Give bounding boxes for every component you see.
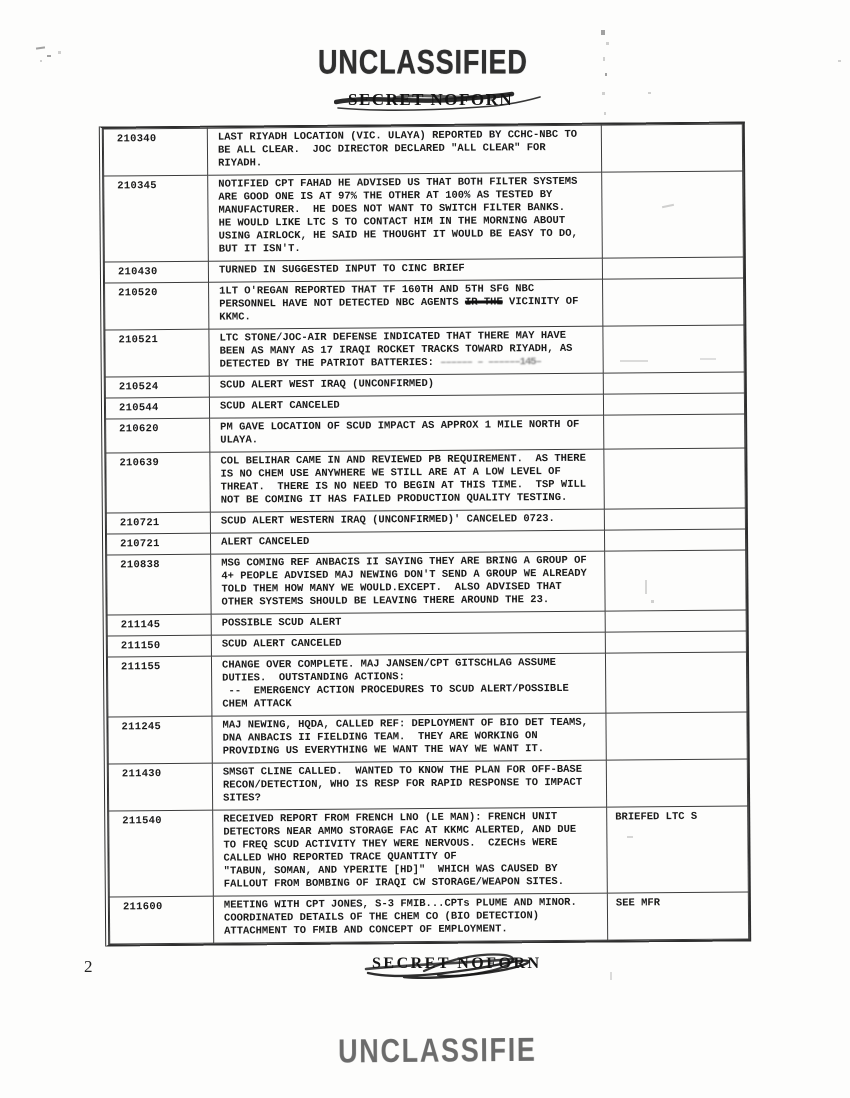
illegible-smudge-text: –––––– – ––––––145– (440, 356, 541, 369)
scan-artifact (36, 46, 45, 49)
table-row (105, 278, 744, 330)
table-row (107, 550, 746, 615)
log-entry-cell (213, 893, 607, 943)
classification-marking-bottom (372, 955, 542, 973)
log-entry-cell (211, 653, 605, 716)
scan-artifact (606, 42, 609, 45)
scan-artifact (651, 600, 654, 603)
log-note-cell: SEE MFR (607, 892, 748, 940)
scan-artifact (47, 55, 51, 57)
log-note-cell (605, 631, 746, 653)
scan-artifact (605, 73, 607, 76)
log-entry-cell (211, 551, 605, 614)
log-entry-text: PM GAVE LOCATION OF SCUD IMPACT AS APPROX 1 MILE NORTH OF ULAYA. (220, 418, 580, 447)
log-time-cell: 211155 (107, 656, 211, 717)
log-time-cell: 210721 (106, 512, 210, 534)
log-entry-cell (212, 760, 606, 810)
log-entry-text: MEETING WITH CPT JONES, S-3 FMIB...CPTs PLUME AND MINOR. COORDINATED DETAILS OF THE CHEM CO (BIO DETECTION) ATTACHMENT TO FMIB AND CONCEPT OF EMPLOYMENT. (223, 896, 577, 938)
scan-artifact (58, 51, 61, 54)
log-note-cell (601, 124, 742, 172)
log-time-cell: 210520 (105, 282, 209, 330)
log-entry-text: LTC STONE/JOC-AIR DEFENSE INDICATED THAT THERE MAY HAVE BEEN AS MANY AS 17 IRAQI ROCKET TRACKS TOWARD RIYADH, AS DETECTED BY THE PATRIOT BATTERIES: (219, 329, 573, 371)
scan-artifact (838, 60, 841, 62)
log-entry-text: POSSIBLE SCUD ALERT (221, 616, 342, 630)
table-row (106, 414, 745, 453)
log-time-cell: 211150 (107, 635, 211, 657)
log-entry-text: 1LT O'REGAN REPORTED THAT TF 160TH AND 5TH SFG NBC PERSONNEL HAVE NOT DETECTED NBC AGENTS (219, 283, 535, 311)
log-entry-text: RECEIVED REPORT FROM FRENCH LNO (LE MAN): FRENCH UNIT DETECTORS NEAR AMMO STORAGE FAC AT KKMC ALERTED, AND DUE TO FREQ SCUD ACTIVITY THEY WERE NERVOUS. CZECHs WERE CALLED WHO REPORTED TRACE QUANTITY OF "TABUN, SOMAN, AND YPERITE [HD]" WHICH WAS CAUSED BY FALLOUT FROM BOMBING OF IRAQI CW STORAGE/WEAPON SITES. (223, 810, 577, 891)
scan-artifact (627, 836, 633, 838)
log-note-cell (604, 414, 745, 449)
log-entry-text: SCUD ALERT CANCELED (219, 399, 340, 413)
table-row (109, 806, 749, 897)
log-note-cell (602, 171, 744, 258)
log-entry-text: MAJ NEWING, HQDA, CALLED REF: DEPLOYMENT OF BIO DET TEAMS, DNA ANBACIS II FIELDING TEAM. THEY ARE WORKING ON PROVIDING US EVERYTHING WE WANT THE WAY WE WANT IT. (222, 716, 589, 758)
scan-artifact (604, 112, 606, 115)
table-row (107, 652, 746, 717)
unclassified-stamp-top: UNCLASSIFIED (318, 42, 528, 81)
log-time-cell: 210838 (107, 554, 211, 615)
log-entry-text: SCUD ALERT WEST IRAQ (UNCONFIRMED) (219, 377, 435, 392)
log-time-cell: 211540 (109, 810, 214, 897)
log-note-cell (604, 508, 745, 530)
log-entry-cell (210, 415, 604, 452)
table-row (105, 325, 744, 377)
scan-artifact (700, 358, 716, 360)
log-entry-text: MSG COMING REF ANBACIS II SAYING THEY ARE BRING A GROUP OF 4+ PEOPLE ADVISED MAJ NEWING DON'T SEND A GROUP WE ALREADY TOLD THEM HOW MANY WE WOULD.EXCEPT. ALSO ADVISED THAT OTHER SYSTEMS SHOULD BE LEAVING THERE AROUND THE 23. (221, 554, 587, 609)
log-entry-text: LAST RIYADH LOCATION (VIC. ULAYA) REPORTED BY CCHC-NBC TO BE ALL CLEAR. JOC DIRECTOR DECLARED "ALL CLEAR" FOR RIYADH. (217, 128, 578, 170)
log-note-cell (603, 278, 744, 326)
table-row (108, 759, 747, 811)
log-note-cell (603, 393, 744, 415)
log-entry-text: SCUD ALERT WESTERN IRAQ (UNCONFIRMED)' CANCELED 0723. (220, 512, 555, 528)
log-note-cell: BRIEFED LTC S (607, 806, 749, 893)
log-time-cell: 211245 (108, 716, 212, 764)
scan-artifact (602, 92, 605, 95)
log-time-cell: 210430 (104, 261, 208, 283)
log-time-cell: 210620 (106, 418, 210, 453)
scan-artifact (610, 972, 612, 980)
log-time-cell: 210524 (105, 376, 209, 398)
log-time-cell: 210544 (105, 397, 209, 419)
log-note-cell (605, 550, 746, 611)
log-entry-text: CHANGE OVER COMPLETE. MAJ JANSEN/CPT GITSCHLAG ASSUME DUTIES. OUTSTANDING ACTIONS: -- EMERGENCY ACTION PROCEDURES TO SCUD ALERT/POSSIBLE CHEM ATTACK (221, 656, 569, 711)
log-time-cell: 210521 (105, 329, 209, 377)
log-time-cell: 211600 (109, 896, 213, 944)
log-time-cell: 211145 (107, 614, 211, 636)
struck-out-text: IR THE (464, 296, 503, 309)
log-entry-cell (208, 172, 603, 261)
log-time-cell: 210639 (106, 452, 210, 513)
log-time-cell: 210345 (104, 175, 209, 262)
log-note-cell (604, 529, 745, 551)
log-note-cell (605, 652, 746, 713)
log-note-cell (603, 325, 744, 373)
log-entry-cell (213, 807, 608, 896)
log-entry-cell (207, 125, 601, 175)
log-note-cell (604, 448, 745, 509)
log-entry-text: SCUD ALERT CANCELED (221, 637, 342, 651)
log-note-cell (603, 372, 744, 394)
scan-artifact (645, 580, 647, 594)
scan-artifact (603, 57, 605, 61)
table-row (106, 448, 745, 513)
scan-artifact (601, 30, 605, 35)
log-entry-cell (212, 713, 606, 763)
classification-marking-bottom-text: SECRET NOFORN (372, 955, 542, 972)
log-entry-text: ALERT CANCELED (221, 535, 310, 549)
log-entry-cell (209, 326, 603, 376)
log-note-cell (605, 610, 746, 632)
table-row (104, 171, 744, 262)
scan-artifact (648, 92, 651, 94)
log-note-cell (606, 712, 747, 760)
log-note-cell (602, 257, 743, 279)
daily-log-table (99, 121, 751, 946)
scan-artifact (40, 60, 42, 62)
table-row (108, 712, 747, 764)
log-entry-cell (210, 449, 604, 512)
unclassified-stamp-bottom: UNCLASSIFIE (338, 1030, 537, 1070)
log-entry-text: VICINITY OF KKMC. (219, 295, 579, 324)
table-row (103, 124, 742, 176)
log-entry-text: NOTIFIED CPT FAHAD HE ADVISED US THAT BOTH FILTER SYSTEMS ARE GOOD ONE IS AT 97% THE OTHER AT 100% AS TESTED BY MANUFACTURER. HE DOES NOT WANT TO SWITCH FILTER BANKS. HE WOULD LIKE LTC S TO CONTACT HIM IN THE MORNING ABOUT USING AIRLOCK, HE SAID HE THOUGHT IT WOULD BE EASY TO DO, BUT IT ISN'T. (218, 175, 578, 256)
log-note-cell (606, 759, 747, 807)
log-entry-text: COL BELIHAR CAME IN AND REVIEWED PB REQUIREMENT. AS THERE IS NO CHEM USE ANYWHERE WE STILL ARE AT A LOW LEVEL OF THREAT. THERE IS NO NEED TO BEGIN AT THIS TIME. TSP WILL NOT BE COMING IT HAS FAILED PRODUCTION QUALITY TESTING. (220, 452, 587, 507)
log-table-body (103, 124, 748, 944)
log-entry-text: TURNED IN SUGGESTED INPUT TO CINC BRIEF (218, 262, 465, 277)
table-row (109, 892, 748, 944)
log-time-cell: 210721 (106, 533, 210, 555)
scan-artifact (620, 360, 648, 362)
log-time-cell: 210340 (103, 128, 207, 176)
page-number: 2 (84, 957, 93, 976)
log-time-cell: 211430 (108, 763, 212, 811)
log-entry-text: SMSGT CLINE CALLED. WANTED TO KNOW THE PLAN FOR OFF-BASE RECON/DETECTION, WHO IS RESP FOR RAPID RESPONSE TO IMPACT SITES? (222, 763, 583, 805)
classification-marking-top (348, 90, 513, 110)
classification-marking-top-text: SECRET NOFORN (348, 90, 514, 109)
log-entry-cell (209, 279, 603, 329)
